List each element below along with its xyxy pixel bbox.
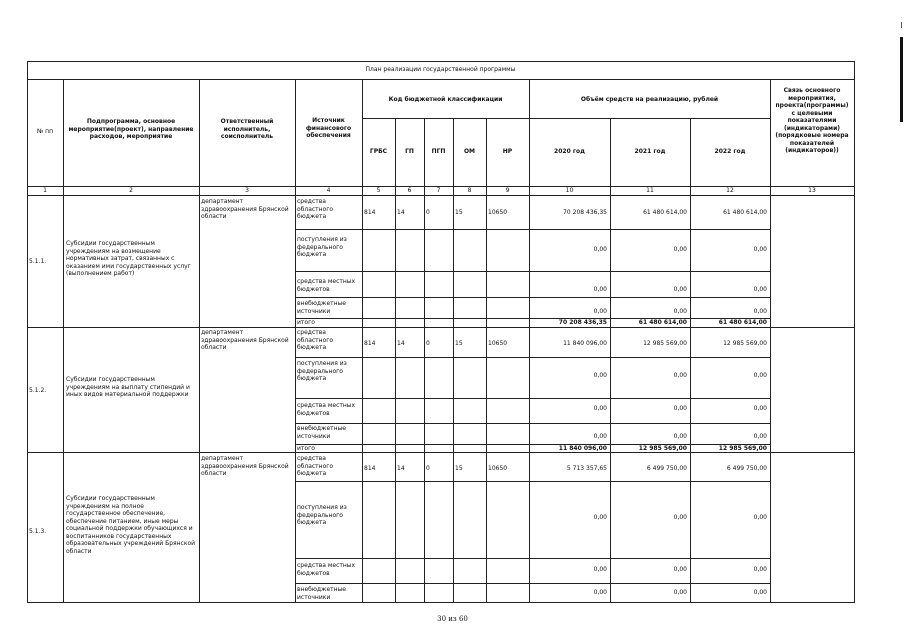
amount-2021: 0,00 xyxy=(673,246,687,253)
amount-2021: 0,00 xyxy=(673,308,687,315)
header-2021: 2021 год xyxy=(634,148,666,155)
amount-2022: 0,00 xyxy=(753,514,767,521)
amount-2020: 0,00 xyxy=(593,514,607,521)
header-responsible: Ответственный исполнитель, соисполнитель xyxy=(220,118,274,140)
source-local: средства местных бюджетов xyxy=(297,278,356,293)
gp-code: 14 xyxy=(397,209,405,216)
amount-2020: 0,00 xyxy=(593,405,607,412)
col-number: 10 xyxy=(565,187,574,194)
amount-2022: 0,00 xyxy=(753,589,767,596)
scan-bar xyxy=(900,37,903,122)
rule xyxy=(27,602,854,603)
scan-mark xyxy=(901,22,902,28)
rule xyxy=(63,79,64,603)
nr-code: 10650 xyxy=(488,465,508,472)
header-grbs: ГРБС xyxy=(369,148,388,155)
rule xyxy=(295,558,770,559)
om-code: 15 xyxy=(455,340,463,347)
amount-2022: 0,00 xyxy=(753,433,767,440)
amount-2020: 11 840 096,00 xyxy=(563,340,607,347)
total-2021: 12 985 569,00 xyxy=(638,445,687,452)
header-gp: ГП xyxy=(405,148,414,155)
amount-2020: 0,00 xyxy=(593,433,607,440)
source-regional: средства областного бюджета xyxy=(297,329,334,351)
col-number: 4 xyxy=(326,187,331,194)
grbs-code: 814 xyxy=(364,465,376,472)
amount-2020: 0,00 xyxy=(593,372,607,379)
gp-code: 14 xyxy=(397,465,405,472)
nr-code: 10650 xyxy=(488,209,508,216)
rule xyxy=(295,357,770,358)
amount-2021: 0,00 xyxy=(673,286,687,293)
header-program: Подпрограмма, основное мероприятие(проект), направление расходов, мероприятие xyxy=(68,118,194,140)
amount-2022: 0,00 xyxy=(753,308,767,315)
amount-2021: 0,00 xyxy=(673,405,687,412)
rule xyxy=(295,423,770,424)
amount-2021: 0,00 xyxy=(673,589,687,596)
source-local: средства местных бюджетов xyxy=(297,562,356,577)
om-code: 15 xyxy=(455,465,463,472)
amount-2021: 0,00 xyxy=(673,514,687,521)
source-local: средства местных бюджетов xyxy=(297,402,356,417)
header-2022: 2022 год xyxy=(714,148,746,155)
col-number: 2 xyxy=(129,187,133,194)
header-volume: Объём средств на реализацию, рублей xyxy=(580,96,719,103)
header-om: ОМ xyxy=(463,148,476,155)
rule xyxy=(295,229,770,230)
rule xyxy=(27,327,854,328)
grbs-code: 814 xyxy=(364,340,376,347)
rule xyxy=(27,61,28,603)
pgp-code: 0 xyxy=(426,340,430,347)
source-extrabudget: внебюджетные источники xyxy=(297,425,346,440)
amount-2022: 6 499 750,00 xyxy=(726,465,767,472)
header-pgp: ПГП xyxy=(431,148,446,155)
rule xyxy=(295,79,296,603)
col-number: 9 xyxy=(505,187,510,194)
source-regional: средства областного бюджета xyxy=(297,455,334,477)
col-number: 1 xyxy=(43,187,47,194)
col-number: 13 xyxy=(808,187,816,194)
header-budget-code: Код бюджетной классификации xyxy=(388,96,503,103)
col-number: 7 xyxy=(436,187,441,194)
total-2022: 12 985 569,00 xyxy=(718,445,767,452)
rule xyxy=(295,297,770,298)
amount-2021: 0,00 xyxy=(673,433,687,440)
rule xyxy=(295,398,770,399)
rule xyxy=(27,61,854,62)
row-name: Субсидии государственным учреждениям на выплату стипендий и иных видов материальной поддержки xyxy=(66,376,190,398)
amount-2021: 0,00 xyxy=(673,566,687,573)
total-2022: 61 480 614,00 xyxy=(718,319,767,326)
row-number: 5.1.2. xyxy=(29,387,47,394)
header-2020: 2020 год xyxy=(554,148,585,155)
row-number: 5.1.3. xyxy=(29,528,47,535)
pgp-code: 0 xyxy=(426,209,430,216)
col-number: 5 xyxy=(376,187,381,194)
amount-2021: 61 480 614,00 xyxy=(643,209,687,216)
source-extrabudget: внебюджетные источники xyxy=(297,586,346,601)
amount-2020: 70 208 436,35 xyxy=(563,209,607,216)
source-total: итого xyxy=(297,319,315,326)
rule xyxy=(295,271,770,272)
amount-2022: 12 985 569,00 xyxy=(723,340,767,347)
rule xyxy=(27,195,854,196)
amount-2020: 0,00 xyxy=(593,286,607,293)
gp-code: 14 xyxy=(397,340,405,347)
source-federal: поступления из федерального бюджета xyxy=(297,360,347,382)
rule xyxy=(199,79,200,603)
amount-2021: 12 985 569,00 xyxy=(643,340,687,347)
amount-2021: 6 499 750,00 xyxy=(646,465,687,472)
responsible-dept: департамент здравоохранения Брянской области xyxy=(201,329,289,351)
nr-code: 10650 xyxy=(488,340,508,347)
amount-2022: 0,00 xyxy=(753,246,767,253)
amount-2022: 61 480 614,00 xyxy=(723,209,767,216)
col-number: 8 xyxy=(467,187,472,194)
responsible-dept: департамент здравоохранения Брянской области xyxy=(201,455,289,477)
rule xyxy=(770,79,771,603)
total-2021: 61 480 614,00 xyxy=(638,319,687,326)
amount-2020: 0,00 xyxy=(593,246,607,253)
amount-2022: 0,00 xyxy=(753,372,767,379)
source-federal: поступления из федерального бюджета xyxy=(297,236,347,258)
amount-2020: 0,00 xyxy=(593,308,607,315)
col-number: 6 xyxy=(407,187,412,194)
rule xyxy=(854,61,855,603)
source-extrabudget: внебюджетные источники xyxy=(297,300,346,315)
header-source: Источник финансового обеспечения xyxy=(305,117,352,139)
rule xyxy=(362,79,363,603)
header-num: № пп xyxy=(37,128,53,135)
rule xyxy=(27,79,854,80)
amount-2022: 0,00 xyxy=(753,566,767,573)
col-number: 3 xyxy=(245,187,249,194)
grbs-code: 814 xyxy=(364,209,376,216)
col-number: 12 xyxy=(726,187,734,194)
rule xyxy=(295,583,770,584)
responsible-dept: департамент здравоохранения Брянской области xyxy=(201,198,289,220)
header-link: Связь основного мероприятия, проекта(программы) с целевыми показателями (индикаторами) (порядковые номера показателей (индикаторов)) xyxy=(775,87,849,154)
amount-2020: 0,00 xyxy=(593,589,607,596)
total-2020: 70 208 436,35 xyxy=(558,319,607,326)
om-code: 15 xyxy=(455,209,463,216)
amount-2020: 0,00 xyxy=(593,566,607,573)
source-federal: поступления из федерального бюджета xyxy=(297,504,347,526)
row-name: Субсидии государственным учреждениям на возмещение нормативных затрат, связанных с оказанием ими государственных услуг (выполнением работ) xyxy=(66,240,191,277)
amount-2021: 0,00 xyxy=(673,372,687,379)
row-name: Субсидии государственным учреждениям на полное государственное обеспечение, обеспечение питанием, иные меры социальной поддержки обучающихся и воспитанников государственных образовательных учреждений Брянской области xyxy=(66,495,196,555)
source-total: итого xyxy=(297,445,315,452)
total-2020: 11 840 096,00 xyxy=(558,445,607,452)
amount-2022: 0,00 xyxy=(753,405,767,412)
header-nr: НР xyxy=(502,148,513,155)
source-regional: средства областного бюджета xyxy=(297,198,334,220)
amount-2022: 0,00 xyxy=(753,286,767,293)
row-number: 5.1.1. xyxy=(29,258,47,265)
page-number: 30 из 60 xyxy=(437,615,468,623)
table-title: План реализации государственной программы xyxy=(365,66,516,73)
col-number: 11 xyxy=(646,187,654,194)
rule xyxy=(295,481,770,482)
amount-2020: 5 713 357,65 xyxy=(566,465,607,472)
pgp-code: 0 xyxy=(426,465,430,472)
